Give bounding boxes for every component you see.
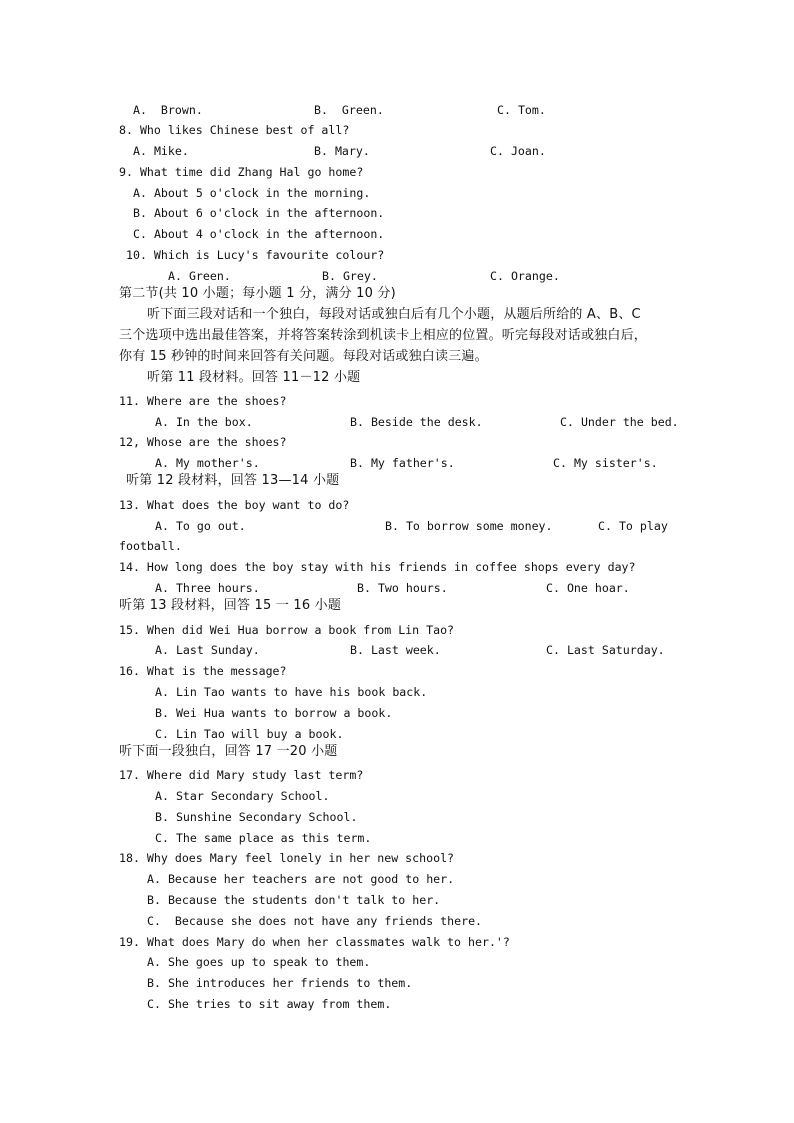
q10-option-a: A. Green. <box>168 269 231 283</box>
q13-options-row <box>0 519 794 533</box>
q10-option-b: B. Grey. <box>322 269 378 283</box>
q14-option-a: A. Three hours. <box>155 581 260 595</box>
q7-options-row <box>0 103 794 117</box>
q19-option-c: C. She tries to sit away from them. <box>147 997 392 1011</box>
q13-option-c-continuation: football. <box>119 539 182 553</box>
q11-question: 11. Where are the shoes? <box>119 394 287 408</box>
q17-option-b: B. Sunshine Secondary School. <box>155 810 358 824</box>
q11-options-row <box>0 415 794 429</box>
q16-option-b: B. Wei Hua wants to borrow a book. <box>155 706 393 720</box>
q14-option-c: C. One hoar. <box>546 581 630 595</box>
q12-option-c: C. My sister's. <box>553 456 658 470</box>
q15-option-c: C. Last Saturday. <box>546 643 665 657</box>
section2-heading: 第二节(共 10 小题；每小题 1 分，满分 10 分) <box>119 286 396 301</box>
q14-options-row <box>0 581 794 595</box>
q15-options-row <box>0 643 794 657</box>
q8-question: 8. Who likes Chinese best of all? <box>119 123 350 137</box>
q17-option-c: C. The same place as this term. <box>155 831 372 845</box>
material-12-heading: 听第 12 段材料，回答 13—14 小题 <box>126 473 340 488</box>
q19-question: 19. What does Mary do when her classmates walk to her.'? <box>119 935 510 949</box>
q13-option-c: C. To play <box>598 519 668 533</box>
q12-question: 12, Whose are the shoes? <box>119 435 287 449</box>
material-13-heading: 听第 13 段材料，回答 15 一 16 小题 <box>119 598 342 613</box>
q14-question: 14. How long does the boy stay with his friends in coffee shops every day? <box>119 560 636 574</box>
q8-option-b: B. Mary. <box>314 144 370 158</box>
q9-option-a: A. About 5 o'clock in the morning. <box>133 186 371 200</box>
q15-question: 15. When did Wei Hua borrow a book from Lin Tao? <box>119 623 455 637</box>
q12-option-b: B. My father's. <box>350 456 455 470</box>
q17-question: 17. Where did Mary study last term? <box>119 768 364 782</box>
q10-option-c: C. Orange. <box>490 269 560 283</box>
q13-option-b: B. To borrow some money. <box>385 519 553 533</box>
q7-option-a: A. Brown. <box>133 103 203 117</box>
q12-options-row <box>0 456 794 470</box>
q16-option-a: A. Lin Tao wants to have his book back. <box>155 685 428 699</box>
section2-instruction-line-1: 听下面三段对话和一个独白，每段对话或独白后有几个小题，从题后所给的 A、B、C <box>147 307 641 322</box>
q15-option-a: A. Last Sunday. <box>155 643 260 657</box>
q11-option-b: B. Beside the desk. <box>350 415 483 429</box>
q18-option-c: C. Because she does not have any friends there. <box>147 914 483 928</box>
q13-question: 13. What does the boy want to do? <box>119 498 350 512</box>
material-11-heading: 听第 11 段材料。回答 11－12 小题 <box>147 370 361 385</box>
monologue-heading: 听下面一段独白，回答 17 一20 小题 <box>119 744 338 759</box>
q13-option-a: A. To go out. <box>155 519 246 533</box>
q11-option-a: A. In the box. <box>155 415 253 429</box>
q16-option-c: C. Lin Tao will buy a book. <box>155 727 344 741</box>
q19-option-a: A. She goes up to speak to them. <box>147 955 371 969</box>
q17-option-a: A. Star Secondary School. <box>155 789 330 803</box>
q8-option-a: A. Mike. <box>133 144 189 158</box>
q10-question: 10. Which is Lucy's favourite colour? <box>126 248 385 262</box>
q16-question: 16. What is the message? <box>119 664 287 678</box>
q7-option-c: C. Tom. <box>497 103 546 117</box>
section2-instruction-line-2: 三个选项中选出最佳答案，并将答案转涂到机读卡上相应的位置。听完每段对话或独白后， <box>119 328 648 343</box>
q7-option-b: B. Green. <box>314 103 384 117</box>
q19-option-b: B. She introduces her friends to them. <box>147 976 413 990</box>
q18-question: 18. Why does Mary feel lonely in her new school? <box>119 851 455 865</box>
q9-option-b: B. About 6 o'clock in the afternoon. <box>133 206 385 220</box>
q9-option-c: C. About 4 o'clock in the afternoon. <box>133 227 385 241</box>
q10-options-row <box>0 269 794 283</box>
q18-option-a: A. Because her teachers are not good to her. <box>147 872 455 886</box>
q15-option-b: B. Last week. <box>350 643 441 657</box>
q11-option-c: C. Under the bed. <box>560 415 679 429</box>
q12-option-a: A. My mother's. <box>155 456 260 470</box>
q8-options-row <box>0 144 794 158</box>
q9-question: 9. What time did Zhang Hal go home? <box>119 165 364 179</box>
q8-option-c: C. Joan. <box>490 144 546 158</box>
q14-option-b: B. Two hours. <box>357 581 448 595</box>
section2-instruction-line-3: 你有 15 秒钟的时间来回答有关问题。每段对话或独白读三遍。 <box>119 349 488 364</box>
q18-option-b: B. Because the students don't talk to her. <box>147 893 441 907</box>
